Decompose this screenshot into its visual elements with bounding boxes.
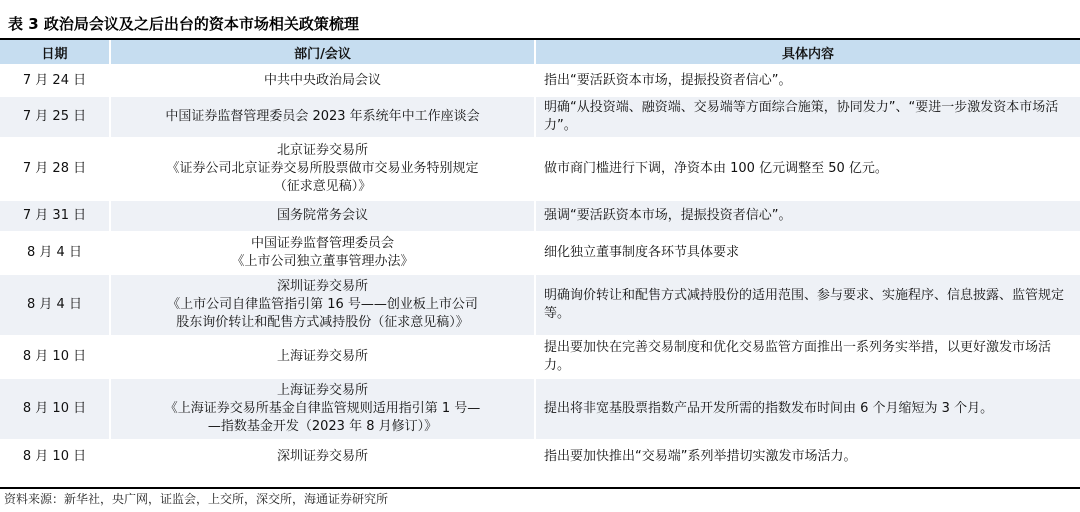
dept-line: 《上市公司自律监管指引第 16 号——创业板上市公司 [167,297,478,312]
cell-date: 8 月 4 日 [0,232,110,274]
dept-line: 《证券公司北京证券交易所股票做市交易业务特别规定 [166,161,479,176]
header-content: 具体内容 [535,40,1080,65]
table-header-row [0,40,1080,65]
cell-dept [110,96,535,138]
dept-line: 《上市公司独立董事管理办法》 [231,254,414,269]
table-row [0,274,1080,336]
cell-dept [110,274,535,336]
cell-date: 7 月 31 日 [0,200,110,232]
cell-content: 指出要加快推出“交易端”系列举措切实激发市场活力。 [535,440,1080,472]
cell-content: 提出要加快在完善交易制度和优化交易监管方面推出一系列务实举措，以更好激发市场活力。 [535,336,1080,378]
bottom-rule [0,487,1080,489]
dept-line: 国务院常务会议 [276,208,368,223]
cell-content: 指出“要活跃资本市场，提振投资者信心”。 [535,65,1080,96]
dept-line: 中共中央政治局会议 [263,72,381,88]
source-note: 资料来源：新华社，央广网，证监会，上交所，深交所，海通证券研究所 [4,492,389,506]
cell-date: 8 月 10 日 [0,336,110,378]
cell-content: 明确询价转让和配售方式减持股份的适用范围、参与要求、实施程序、信息披露、监管规定等。 [535,274,1080,336]
dept-line: 股东询价转让和配售方式减持股份（征求意见稿）》 [176,315,469,330]
cell-date: 8 月 4 日 [0,274,110,336]
table-row [0,96,1080,138]
dept-line: （征求意见稿）》 [273,179,372,194]
dept-line: 《上海证券交易所基金自律监管规则适用指引第 1 号— [164,401,481,416]
table-body [0,65,1080,472]
header-date: 日期 [0,40,110,65]
cell-dept [110,336,535,378]
cell-date: 7 月 28 日 [0,138,110,200]
table-row [0,336,1080,378]
cell-date: 8 月 10 日 [0,378,110,440]
cell-content: 做市商门槛进行下调，净资本由 100 亿元调整至 50 亿元。 [535,138,1080,200]
cell-content: 提出将非宽基股票指数产品开发所需的指数发布时间由 6 个月缩短为 3 个月。 [535,378,1080,440]
dept-line: 上海证券交易所 [276,349,368,364]
cell-content: 强调“要活跃资本市场，提振投资者信心”。 [535,200,1080,232]
table-row [0,232,1080,274]
header-dept: 部门/会议 [110,40,535,65]
cell-date: 7 月 25 日 [0,96,110,138]
table-row [0,440,1080,472]
dept-line: 中国证券监督管理委员会 2023 年系统年中工作座谈会 [165,109,480,124]
dept-line: —指数基金开发（2023 年 8 月修订）》 [207,419,438,434]
cell-date: 7 月 24 日 [0,65,110,96]
table-title: 表 3 政治局会议及之后出台的资本市场相关政策梳理 [8,15,359,33]
cell-dept [110,232,535,274]
dept-line: 北京证券交易所 [276,143,368,158]
cell-date: 8 月 10 日 [0,440,110,472]
policy-table [0,40,1080,472]
table-row [0,138,1080,200]
cell-dept [110,440,535,472]
cell-dept [110,378,535,440]
table-row [0,378,1080,440]
table-row [0,200,1080,232]
cell-dept [110,138,535,200]
cell-content: 明确“从投资端、融资端、交易端等方面综合施策，协同发力”、“要进一步激发资本市场活力”。 [535,96,1080,138]
cell-dept [110,200,535,232]
dept-line: 深圳证券交易所 [276,448,368,464]
table-row [0,65,1080,96]
dept-line: 中国证券监督管理委员会 [250,236,394,251]
cell-content: 细化独立董事制度各环节具体要求 [535,232,1080,274]
dept-line: 上海证券交易所 [276,383,368,398]
cell-dept [110,65,535,96]
dept-line: 深圳证券交易所 [276,279,368,294]
